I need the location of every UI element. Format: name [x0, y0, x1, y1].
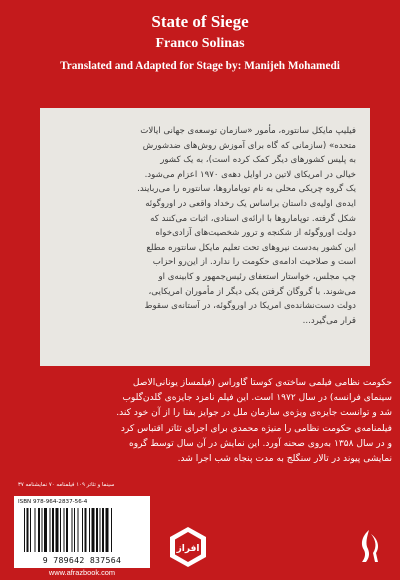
publisher-logo: [166, 525, 210, 569]
summary-line: و در سال ۱۳۵۸ به‌روی صحنه آورد. این نمایش در آن سال توسط گروه: [128, 438, 392, 449]
summary-line: نمایشی پیوند در تالار سنگلج به مدت پنجاه شب اجرا شد.: [177, 454, 392, 465]
synopsis-line: دولت دست‌نشانده‌ی امریکا در اوروگوئه، در آستانه‌ی سقوط: [144, 301, 356, 312]
synopsis-line: خیالی در امریکای لاتین در اوایل دهه‌ی ۱۹۷۰ اعزام می‌شود.: [144, 169, 356, 180]
summary-line: حکومت نظامی فیلمی ساخته‌ی کوستا گاوراس (فیلمساز یونانی‌الاصل: [132, 378, 392, 388]
imprint-logo: [356, 528, 382, 564]
summary-line: فیلمنامه‌ی حکومت نظامی را منیژه محمدی برای اجرای تئاتر اقتباس کرد: [120, 423, 392, 434]
series-info: سینما و تئاتر ۱۰۹ فیلمنامه ۷۰ نمایشنامه ۳۷: [18, 482, 115, 488]
isbn-number: ISBN 978-964-2837-56-4: [18, 499, 88, 505]
svg-text:افراز: افراز: [176, 544, 200, 554]
cover-header: [0, 12, 400, 73]
film-summary: [70, 376, 392, 467]
synopsis-text: [56, 124, 356, 328]
synopsis-line: به پلیس کشورهای دیگر کمک کرده است)، به یک کشور: [160, 155, 356, 166]
barcode: [24, 508, 136, 552]
synopsis-line: دولت اوروگوئه از شکنجه و ترور شخصیت‌های آزادی‌خواه: [155, 228, 356, 239]
synopsis-line: ایده‌ی اولیه‌ی داستان براساس یک رخداد واقعی در اوروگوئه: [145, 198, 356, 209]
synopsis-line: فیلیپ مایکل سانتوره، مأمور «سازمان توسعه‌ی جهانی ایالات: [140, 126, 356, 136]
synopsis-line: یک گروه چریکی محلی به نام توپامارو‌ها، سانتوره را می‌ربایند.: [137, 184, 356, 195]
synopsis-line: چپ مجلس، خواستار استعفای رئیس‌جمهور و کابینه‌ی او: [158, 271, 356, 282]
translator-credit: Translated and Adapted for Stage by: Manijeh Mohamedi: [60, 60, 340, 72]
synopsis-line: شکل گرفته. توپامارو‌ها با ارائه‌ی اسنادی، اثبات می‌کنند که: [150, 213, 356, 224]
author-name: Franco Solinas: [155, 36, 245, 51]
synopsis-line: این کشور به‌دست نیروهای تحت تعلیم مایکل سانتوره مطلع: [146, 242, 356, 253]
book-title: State of Siege: [151, 12, 249, 31]
synopsis-line: متحده» (سازمانی که گاه برای آموزش روش‌های ضدشورش: [142, 140, 356, 151]
synopsis-line: است و صلاحیت ادامه‌ی حکومت را ندارد. از این‌رو احزاب: [152, 257, 356, 268]
synopsis-line: قرار می‌گیرد...: [302, 315, 356, 326]
barcode-number: 9 789642 837564: [42, 555, 122, 565]
summary-line: شد و توانست جایزه‌ی ویژه‌ی سازمان ملل در جوایز بفتا را از آن خود کند.: [116, 408, 392, 419]
synopsis-line: می‌شوند. با گروگان گرفتن یکی دیگر از مأموران امریکایی،: [148, 286, 356, 297]
summary-line: سینمای فرانسه) در سال ۱۹۷۲ است. این فیلم نامزد جایزه‌ی گلدن‌گلوب: [122, 393, 392, 404]
publisher-website: www.afrazbook.com: [48, 568, 116, 577]
